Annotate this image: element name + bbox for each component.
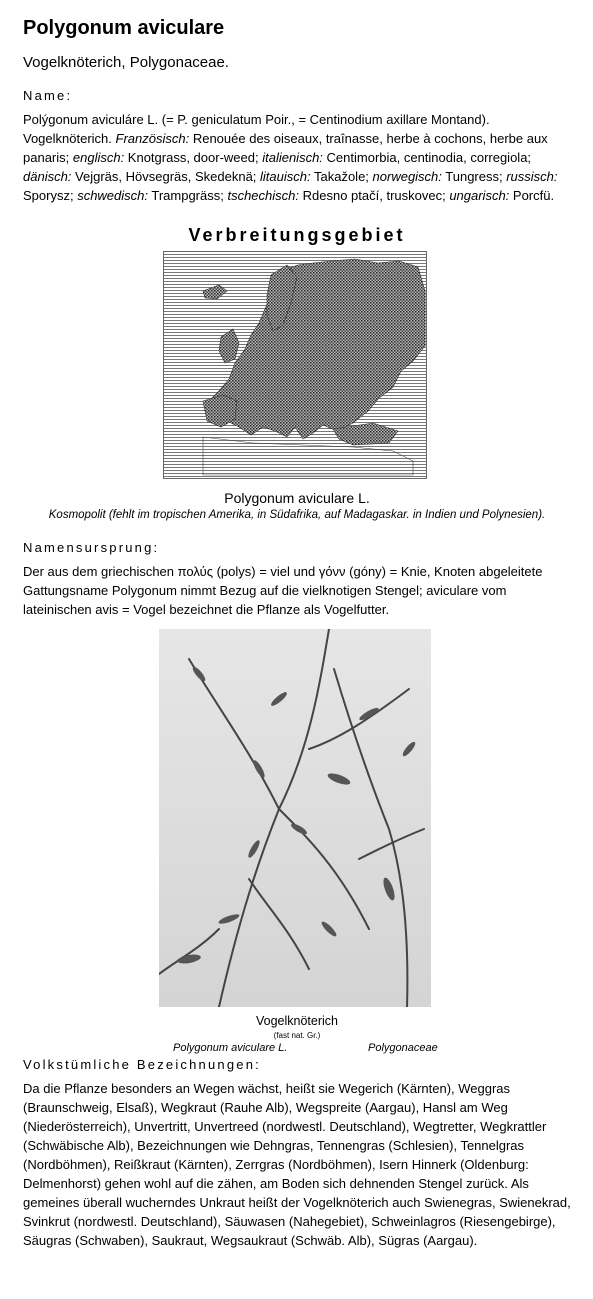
page-title: Polygonum aviculare: [23, 17, 225, 39]
map-figure: [23, 251, 571, 479]
name-text-segment: Polýgonum aviculáre L. (= P. geniculatum Poir., = Centinodium axillare Montand). Vogelknöterich.: [23, 112, 490, 146]
name-text-segment: Rdesno ptačí, truskovec;: [299, 188, 450, 203]
name-text-segment: Knotgrass, door-weed;: [124, 150, 263, 165]
plant-photo: [159, 629, 431, 1007]
name-text-segment: Trampgräss;: [148, 188, 228, 203]
name-text-segment: Tungress;: [441, 169, 507, 184]
photo-scale-note: (fast nat. Gr.): [273, 1031, 321, 1040]
map-note: Kosmopolit (fehlt im tropischen Amerika, in Südafrika, auf Madagaskar. in Indien und Polynesien).: [48, 509, 546, 521]
name-text-segment: Vejgräs, Hövsegräs, Skedeknä;: [71, 169, 261, 184]
language-label: englisch:: [72, 150, 125, 165]
name-heading: Name:: [23, 88, 73, 103]
name-text-segment: Renouée des oiseaux, traînasse, herbe à cochons, herbe aux panaris;: [23, 131, 548, 165]
origin-heading: Namensursprung:: [23, 540, 160, 555]
folk-heading: Volkstümliche Bezeichnungen:: [23, 1057, 261, 1072]
photo-caption: Vogelknöterich: [255, 1014, 338, 1028]
language-label: tschechisch:: [227, 188, 300, 203]
language-label: italienisch:: [262, 150, 323, 165]
language-label: schwedisch:: [77, 188, 148, 203]
language-label: norwegisch:: [372, 169, 442, 184]
origin-text: Der aus dem griechischen πολύς (polys) = viel und γόνν (góny) = Knie, Knoten abgeleitete Gattungsname Polygonum nimmt Bezug auf die vielknotigen Stengel; aviculare vom lateinischen avis = Vogel bezeichnet die Pflanze als Vogelfutter.: [23, 564, 543, 617]
language-label: dänisch:: [23, 169, 72, 184]
name-text-segment: Porcfü.: [509, 188, 555, 203]
distribution-map: [163, 251, 427, 479]
map-caption: Polygonum aviculare L.: [224, 490, 370, 506]
language-label: russisch:: [506, 169, 558, 184]
photo-family: Polygonaceae: [368, 1042, 438, 1054]
name-text: [23, 110, 571, 205]
name-text-segment: Centimorbia, centinodia, corregiola;: [322, 150, 532, 165]
subtitle: Vogelknöterich, Polygonaceae.: [23, 54, 229, 71]
language-label: Französisch:: [115, 131, 190, 146]
photo-species: Polygonum aviculare L.: [173, 1042, 288, 1054]
language-label: litauisch:: [260, 169, 311, 184]
photo-figure: [23, 629, 571, 1007]
name-text-segment: Sporysz;: [23, 188, 78, 203]
photo-names-row: [23, 1041, 571, 1055]
map-title: Verbreitungsgebiet: [188, 225, 406, 245]
folk-text: Da die Pflanze besonders an Wegen wächst, heißt sie Wegerich (Kärnten), Weggras (Braunschweig, Elsaß), Wegkraut (Rauhe Alb), Wegspreite (Aargau), Hansl am Weg (Niederösterreich), Unvertritt, Unvertreed (nordwestl. Deutschland), Wegtretter, Wegkrattler (Schwäbische Alb), Bezeichnungen wie Dehngras, Tennengras (Schlesien), Tennelgras (Nordböhmen), Reißkraut (Kärnten), Zerrgras (Nordböhmen), Isern Hinnerk (Oldenburg: Delmenhorst) gehen wohl auf die zähen, am Boden sich dehnenden Stengel zurück. Als gemeines überall wucherndes Unkraut heißt der Vogelknöterich auch Swienegras, Swienekrad, Svinkrut (nordwestl. Deutschland), Säuwasen (Nahegebiet), Schweinlagros (Riesengebirge), Säugras (Schwaben), Saukraut, Wegsaukraut (Schwäb. Alb), Sügras (Aargau).: [23, 1081, 571, 1248]
language-label: ungarisch:: [449, 188, 510, 203]
page: [23, 14, 571, 1250]
name-text-segment: Takažole;: [310, 169, 373, 184]
